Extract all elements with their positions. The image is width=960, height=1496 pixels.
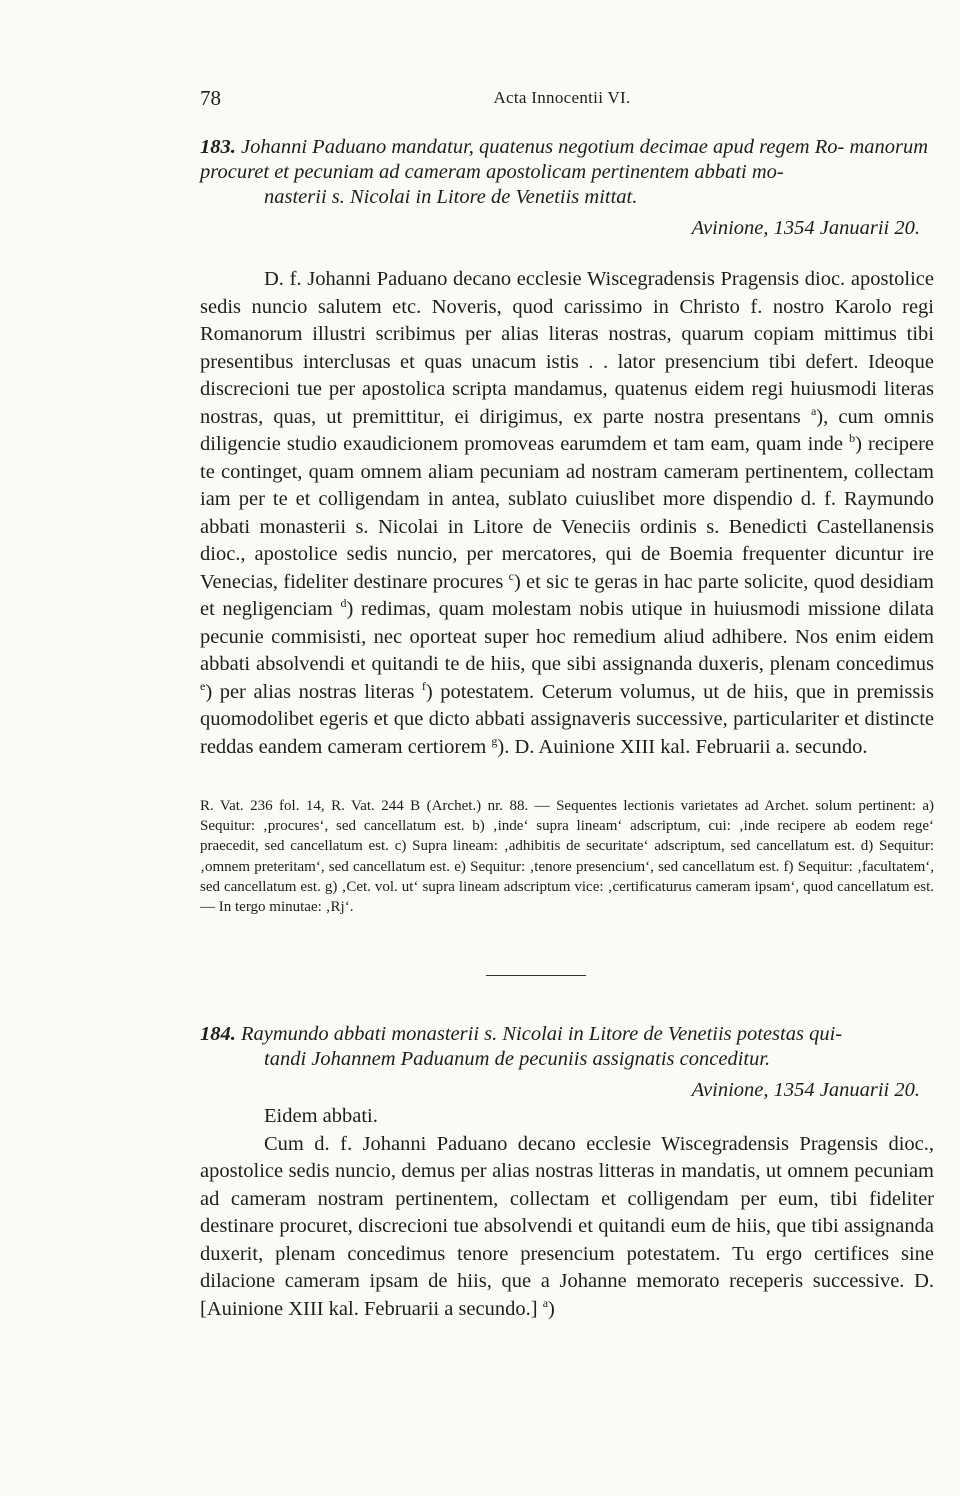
text-segment: ). D. Auinione XIII kal. Februarii a. secundo. [497, 735, 868, 758]
footnotes: R. Vat. 236 fol. 14, R. Vat. 244 B (Archet.) nr. 88. — Sequentes lectionis varietates ad Archet. solum pertinent: a) Sequitur: ‚procures‘, sed cancellatum est. b) ‚inde‘ supra lineam‘ adscriptum, cui: ‚inde recipere ab eodem rege‘ praecedit, sed cancellatum est. c) Supra lineam: ‚adhibitis de securitate‘ adscriptum, sed cancellatum est. d) Sequitur: ‚omnem preteritam‘, sed cancellatum est. e) Sequitur: ‚tenore presencium‘, sed cancellatum est. f) Sequitur: ‚facultatem‘, sed cancellatum est. g) ‚Cet. vol. ut‘ supra lineam adscriptum vice: ‚certificaturus cameram ipsam‘, quod cancellatum est. — In tergo minutae: ‚Rj‘. [200, 798, 934, 916]
date-line: Avinione, 1354 Januarii 20. [691, 217, 920, 239]
letter-text [200, 1103, 934, 1323]
footnote-mark: b [849, 431, 856, 446]
text-segment: ) redimas, quam molestam nobis utique in huiusmodi missione dilata pecunie commisisti, nec oporteat super hoc remedium aliud adhibere. Nos enim eidem abbati absolvendi et quitandi te de hiis, que sibi assignanda duxeris, plenam concedimus [200, 598, 935, 675]
document-183 [200, 135, 934, 241]
text-segment: ) et sic te geras in hac parte solicite, quod desidiam et negligenciam [200, 570, 934, 620]
salutation: Eidem abbati. [264, 1105, 378, 1127]
regest-line: tandi Johannem Paduanum de pecuniis assignatis conceditur. [264, 1048, 771, 1070]
footnote-mark: f [421, 678, 426, 693]
text-segment: ), cum omnis diligencie studio exaudicionem promoveas earumdem et tam eam, quam inde [200, 405, 934, 455]
critical-apparatus [200, 796, 934, 917]
regest-line: manorum procuret et pecuniam ad cameram apostolicam pertinentem abbati mo- [200, 136, 929, 183]
page-number: 78 [200, 86, 221, 110]
text-segment: ) per alias nostras literas [205, 680, 415, 703]
regest-line: Raymundo abbati monasterii s. Nicolai in Litore de Venetiis potestas qui- [241, 1023, 843, 1045]
footnote-mark: a [810, 403, 817, 418]
text-segment: Cum d. f. Johanni Paduano decano ecclesie Wiscegradensis Pragensis dioc., apostolice sedis nuncio, demus per alias nostras litteras in mandatis, ut omnem pecuniam ad cameram nostram pertinentem, collectam et colligendam per eum, tibi fideliter destinare procuret, discrecioni tue absolvendi et quitandi eum de hiis, que tibi assignanda duxerit, plenam concedimus tenore presencium potestatem. Tu ergo certifices sine dilacione cameram ipsam de hiis, que a Johanne memorato receperis successive. D. [Auinione XIII kal. Februarii a secundo.] [200, 1132, 934, 1320]
document-number: 184. [200, 1023, 236, 1045]
running-title: Acta Innocentii VI. [493, 88, 631, 107]
footnote-mark: g [491, 733, 498, 748]
text-segment: ) potestatem. Ceterum volumus, ut de hiis, que in premissis quomodolibet egeris et que dicto abbati assignaveris successive, particulariter et distincte reddas eandem cameram certiorem [200, 680, 935, 758]
text-segment: ) recipere te continget, quam omnem aliam pecuniam ad nostram cameram pertinentem, collectam iam per te et colligendam in antea, sublato cuiuslibet more dispendio d. f. Raymundo abbati monasterii s. Nicolai in Litore de Veneciis ordinis s. Benedicti Castellanensis dioc., apostolice sedis nuncio, per mercatores, qui de Boemia frequenter dicuntur ire Venecias, fideliter destinare procures [200, 433, 935, 593]
document-184-text [200, 1103, 934, 1323]
document-183-text [200, 266, 934, 761]
regest-184 [200, 1022, 934, 1072]
regest-183 [200, 135, 934, 210]
footnote-mark: c [508, 568, 514, 583]
document-184 [200, 1022, 934, 1103]
regest-line: nasterii s. Nicolai in Litore de Venetiis mittat. [264, 186, 638, 208]
letter-text [200, 266, 934, 761]
footnote-mark: e [200, 678, 206, 693]
text-segment: ) [548, 1297, 555, 1320]
date-line: Avinione, 1354 Januarii 20. [691, 1079, 920, 1101]
running-head [200, 86, 924, 116]
footnote-mark: d [340, 596, 347, 611]
section-divider [486, 975, 586, 976]
text-segment: D. f. Johanni Paduano decano ecclesie Wiscegradensis Pragensis dioc. apostolice sedis nuncio salutem etc. Noveris, quod carissimo in Christo f. nostro Karolo regi Romanorum illustri scribimus per alias literas nostras, quarum copiam mittimus tibi presentibus interclusas et quas unacum istis . . lator presencium tibi defert. Ideoque discrecioni tue per apostolica scripta mandamus, quatenus eidem regi huiusmodi literas nostras, quas, ut premittitur, ei dirigimus, ex parte nostra presentans [200, 268, 934, 428]
footnote-mark: a [542, 1295, 549, 1310]
regest-line: Johanni Paduano mandatur, quatenus negotium decimae apud regem Ro- [241, 136, 845, 158]
document-number: 183. [200, 136, 236, 158]
